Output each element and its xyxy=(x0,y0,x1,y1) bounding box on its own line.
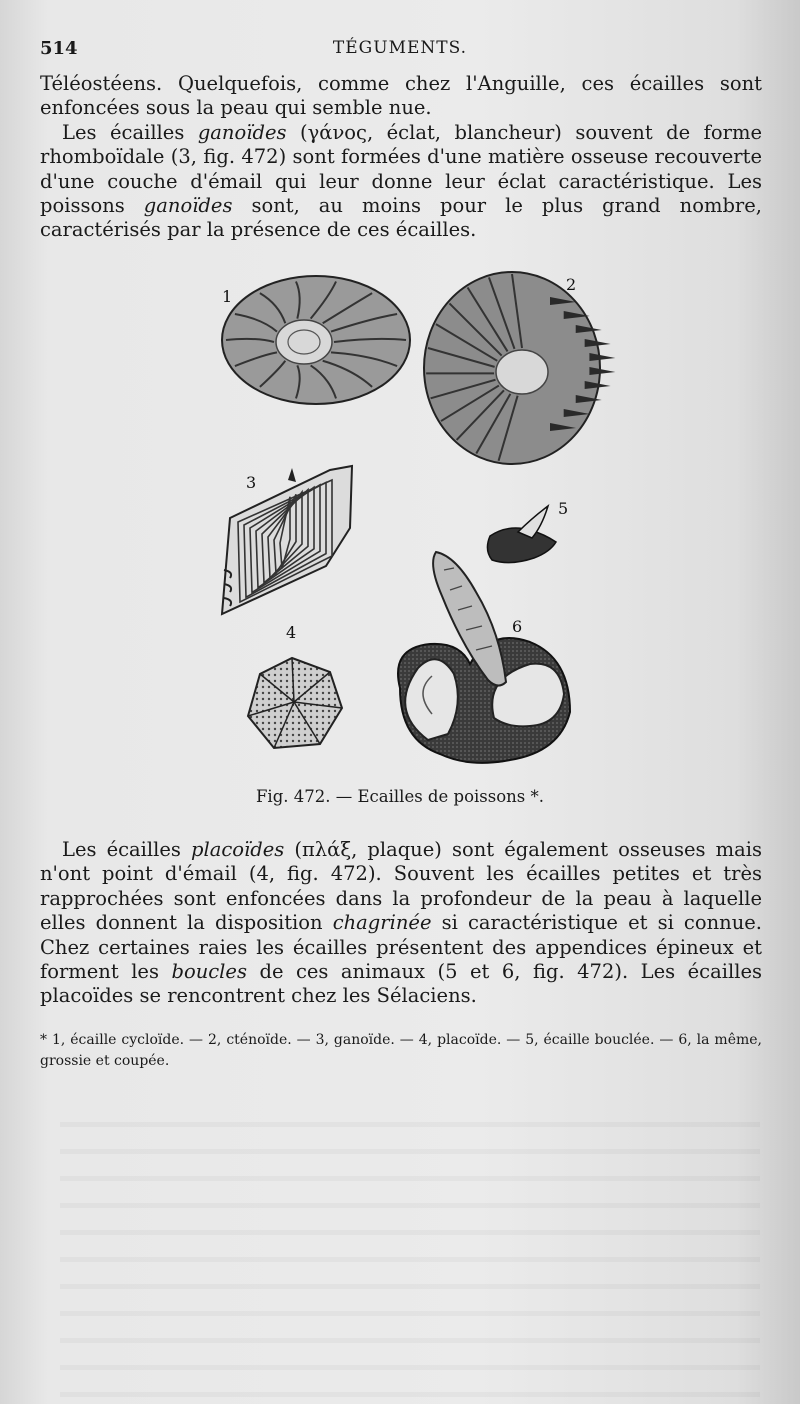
text-run: Les écailles xyxy=(62,838,192,861)
page-number: 514 xyxy=(40,38,78,59)
text-run: (γάνος, éclat, blancheur) souvent de forme rhomboïdale (3, fig. 472) sont formées d'une matière osseuse recouverte d'une couche d'émail qui leur donne leur éclat caractéristique. Les poissons xyxy=(40,120,762,218)
scale-cycloid-drawing xyxy=(222,276,410,404)
text-run: de ces animaux (5 et 6, fig. 472). Les écailles placoïdes se rencontrent chez les Sélaciens. xyxy=(40,960,762,1008)
figure-label-5: 5 xyxy=(558,499,569,518)
text-run: (πλάξ, plaque) sont également osseuses mais n'ont point d'émail (4, fig. 472). Souvent les écailles petites et très rapprochées sont enfoncées dans la profondeur de la peau à laquelle elles donnent la disposition xyxy=(40,838,762,935)
footnote: * 1, écaille cycloïde. — 2, cténoïde. — 3, ganoïde. — 4, placoïde. — 5, écaille bouclée. — 6, la même, grossie et coupée. xyxy=(40,1032,762,1069)
scale-buckler-section-drawing xyxy=(398,552,570,763)
bleed-through-texture xyxy=(60,1100,760,1400)
figure-caption xyxy=(0,787,800,806)
italic-term: ganoïdes xyxy=(197,120,287,144)
italic-term: chagrinée xyxy=(332,911,432,935)
fish-scales-illustration xyxy=(200,270,620,780)
paragraph xyxy=(40,72,762,121)
text-run: Téléostéens. Quelquefois, comme chez l'Anguille, ces écailles sont enfoncées sous la peau qui semble nue. xyxy=(40,72,762,120)
figure-label-3: 3 xyxy=(246,473,257,492)
figure-472 xyxy=(200,270,620,780)
paragraph xyxy=(40,838,762,1009)
scale-buckler-drawing xyxy=(487,506,556,563)
figure-label-4: 4 xyxy=(286,623,297,642)
italic-term: boucles xyxy=(171,960,247,984)
body-text-bottom xyxy=(40,838,762,1009)
caption-prefix: Fig. 472. xyxy=(255,787,331,806)
text-run: sont, au moins pour le plus grand nombre, caractérisés par la présence de ces écailles. xyxy=(40,194,762,242)
page-header xyxy=(40,38,760,62)
body-text-top xyxy=(40,72,762,243)
scale-ganoid-drawing xyxy=(222,466,352,614)
caption-footnote-mark: *. xyxy=(525,787,544,806)
text-run: Les écailles xyxy=(62,120,198,144)
scale-placoid-drawing xyxy=(248,658,342,748)
paragraph xyxy=(40,121,762,243)
italic-term: placoïdes xyxy=(191,838,285,861)
running-title: TÉGUMENTS. xyxy=(332,38,468,58)
scale-ctenoid-drawing xyxy=(424,272,615,464)
italic-term: ganoïdes xyxy=(143,194,233,218)
caption-text: — Ecailles de poissons xyxy=(330,787,526,806)
text-run: si caractéristique et si connue. Chez certaines raies les écailles présentent des appendices épineux et forment les xyxy=(40,911,762,984)
figure-label-2: 2 xyxy=(566,275,577,294)
figure-label-1: 1 xyxy=(222,287,233,306)
figure-label-6: 6 xyxy=(512,617,523,636)
